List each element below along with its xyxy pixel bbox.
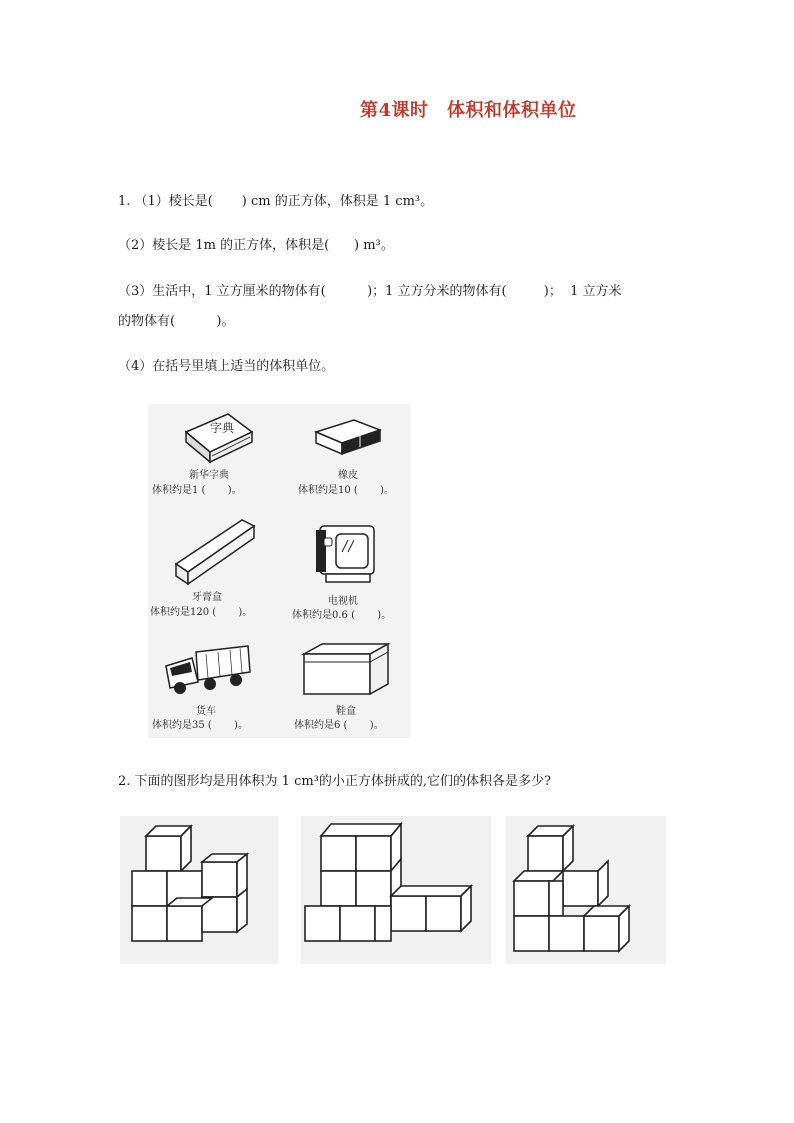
shoebox-icon [296,640,392,700]
question-1-part-1: 1. （1）棱长是( ) cm 的正方体，体积是 1 cm³。 [118,194,434,209]
cube-figure-b [301,816,491,964]
truck-label: 货车 [196,706,216,717]
truck-volume-text: 体积约是35 ( )。 [152,720,248,731]
dictionary-icon [176,410,256,468]
cube-figure-a [120,816,278,964]
volume-objects-figure [148,404,411,738]
dictionary-volume-text: 体积约是1 ( )。 [152,485,242,496]
question-1-part-3: （3）生活中，1 立方厘米的物体有( )；1 立方分米的物体有( )； 1 立方米 [118,284,622,299]
tv-label: 电视机 [328,596,358,607]
page-title: 第4课时 体积和体积单位 [360,100,577,121]
dictionary-label: 新华字典 [189,470,229,481]
eraser-icon [310,416,388,458]
eraser-volume-text: 体积约是10 ( )。 [298,485,394,496]
tv-volume-text: 体积约是0.6 ( )。 [292,610,392,621]
tv-icon [312,522,382,588]
toothpaste-box-label: 牙膏盒 [192,592,222,603]
toothpaste-box-icon [172,516,264,588]
question-1-part-4: （4）在括号里填上适当的体积单位。 [118,359,335,374]
dictionary-cover-text: 字典 [210,421,235,435]
shoebox-label: 鞋盒 [336,706,356,717]
toothpaste-box-volume-text: 体积约是120 ( )。 [150,607,253,618]
shoebox-volume-text: 体积约是6 ( )。 [294,720,384,731]
question-1-part-2: （2）棱长是 1m 的正方体，体积是( ) m³。 [118,238,394,253]
truck-icon [162,642,254,700]
question-1-part-3-cont: 的物体有( )。 [118,314,235,329]
cube-figure-c [506,816,666,964]
question-2: 2. 下面的图形均是用体积为 1 cm³的小正方体拼成的,它们的体积各是多少? [118,774,551,789]
eraser-label: 橡皮 [338,470,358,481]
